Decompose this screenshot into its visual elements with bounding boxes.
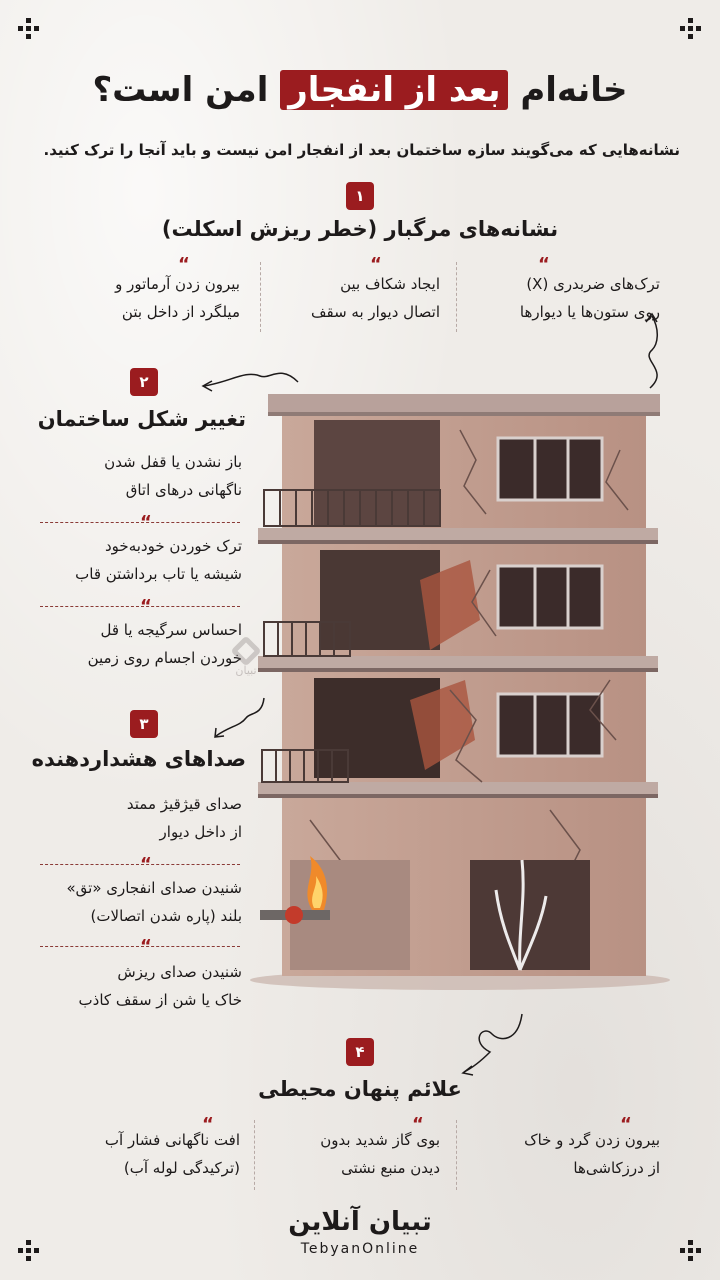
section-3-item-1-line-2: از داخل دیوار <box>159 823 242 841</box>
section-3-item-3 <box>30 958 242 1014</box>
title-end: امن است؟ <box>92 70 269 110</box>
divider <box>456 1120 457 1190</box>
section-4-item-1-line-1: بیرون زدن گرد و خاک <box>524 1131 660 1149</box>
section-4-heading: علائم پنهان محیطی <box>258 1077 462 1101</box>
section-3-item-2-line-2: بلند (پاره شدن اتصالات) <box>90 907 242 925</box>
damaged-building-illustration <box>250 390 670 990</box>
section-4-item-2-line-2: دیدن منبع نشتی <box>341 1159 440 1177</box>
quote-mark-icon: “ <box>412 1114 424 1135</box>
quote-mark-icon: “ <box>140 596 152 617</box>
section-2-item-1-line-2: ناگهانی درهای اتاق <box>125 481 242 499</box>
corner-ornament-top-left <box>18 18 40 40</box>
section-3-number-badge: ۳ <box>130 710 158 738</box>
section-1-item-1-line-2: روی ستون‌ها یا دیوارها <box>519 303 660 321</box>
section-2-item-2-line-1: ترک خوردن خودبه‌خود <box>105 537 242 555</box>
section-3-item-2-line-1: شنیدن صدای انفجاری «تق» <box>66 879 242 897</box>
section-4-item-1 <box>460 1126 660 1182</box>
section-2-item-3-line-2: خوردن اجسام روی زمین <box>87 649 242 667</box>
divider <box>456 262 457 332</box>
section-4-item-2-line-1: بوی گاز شدید بدون <box>320 1131 440 1149</box>
brand-name-persian: تبیان آنلاین <box>288 1207 432 1237</box>
section-2-heading: تغییر شکل ساختمان <box>37 407 246 431</box>
section-3-item-2 <box>20 874 242 930</box>
section-1-item-3-line-2: میلگرد از داخل بتن <box>121 303 240 321</box>
section-1-item-2-line-1: ایجاد شکاف بین <box>340 275 440 293</box>
section-2-item-2-line-2: شیشه یا تاب برداشتن قاب <box>75 565 242 583</box>
section-1-item-1-line-1: ترک‌های ضربدری (X) <box>526 275 660 293</box>
quote-mark-icon: “ <box>140 854 152 875</box>
section-1-item-3 <box>60 270 240 326</box>
section-4-item-3 <box>40 1126 240 1182</box>
quote-mark-icon: “ <box>140 512 152 533</box>
section-2-item-1 <box>30 448 242 504</box>
section-2-item-2 <box>30 532 242 588</box>
section-2-item-3-line-1: احساس سرگیجه یا قل <box>100 621 242 639</box>
title-highlight: بعد از انفجار <box>280 70 508 110</box>
brand-name-english: TebyanOnline <box>300 1241 420 1257</box>
section-1-heading: نشانه‌های مرگبار (خطر ریزش اسکلت) <box>161 217 559 241</box>
section-4-item-1-line-2: از درزکاشی‌ها <box>573 1159 660 1177</box>
section-3-item-1-line-1: صدای قیژقیژ ممتد <box>126 795 242 813</box>
section-2-number-badge: ۲ <box>130 368 158 396</box>
section-4-item-3-line-2: (ترکیدگی لوله آب) <box>123 1159 240 1177</box>
quote-mark-icon: “ <box>370 254 382 275</box>
quote-mark-icon: “ <box>538 254 550 275</box>
brand-logo <box>0 1205 720 1259</box>
quote-mark-icon: “ <box>620 1114 632 1135</box>
section-3-heading: صداهای هشداردهنده <box>31 747 246 771</box>
quote-mark-icon: “ <box>140 936 152 957</box>
page-subtitle: نشانه‌هایی که می‌گویند سازه ساختمان بعد از انفجار امن نیست و باید آنجا را ترک کنید. <box>43 141 680 159</box>
section-2-item-3 <box>30 616 242 672</box>
divider <box>260 262 261 332</box>
page-title <box>40 64 680 116</box>
section-3-item-3-line-1: شنیدن صدای ریزش <box>117 963 242 981</box>
section-1-item-2-line-2: اتصال دیوار به سقف <box>310 303 440 321</box>
section-3-item-1 <box>30 790 242 846</box>
section-1-item-2 <box>260 270 440 326</box>
quote-mark-icon: “ <box>178 254 190 275</box>
section-1-item-3-line-1: بیرون زدن آرماتور و <box>115 275 240 293</box>
curved-arrow-icon <box>630 310 670 390</box>
curved-arrow-icon <box>460 1012 530 1076</box>
section-1-number-badge: ۱ <box>346 182 374 210</box>
title-start: خانه‌ام <box>520 70 628 110</box>
section-2-item-1-line-1: باز نشدن یا قفل شدن <box>104 453 242 471</box>
divider <box>254 1120 255 1190</box>
section-4-item-2 <box>260 1126 440 1182</box>
section-4-item-3-line-1: افت ناگهانی فشار آب <box>104 1131 240 1149</box>
section-3-item-3-line-2: خاک یا شن از سقف کاذب <box>78 991 242 1009</box>
section-4-number-badge: ۴ <box>346 1038 374 1066</box>
watermark-text: تبیان <box>235 664 257 677</box>
corner-ornament-top-right <box>680 18 702 40</box>
quote-mark-icon: “ <box>202 1114 214 1135</box>
